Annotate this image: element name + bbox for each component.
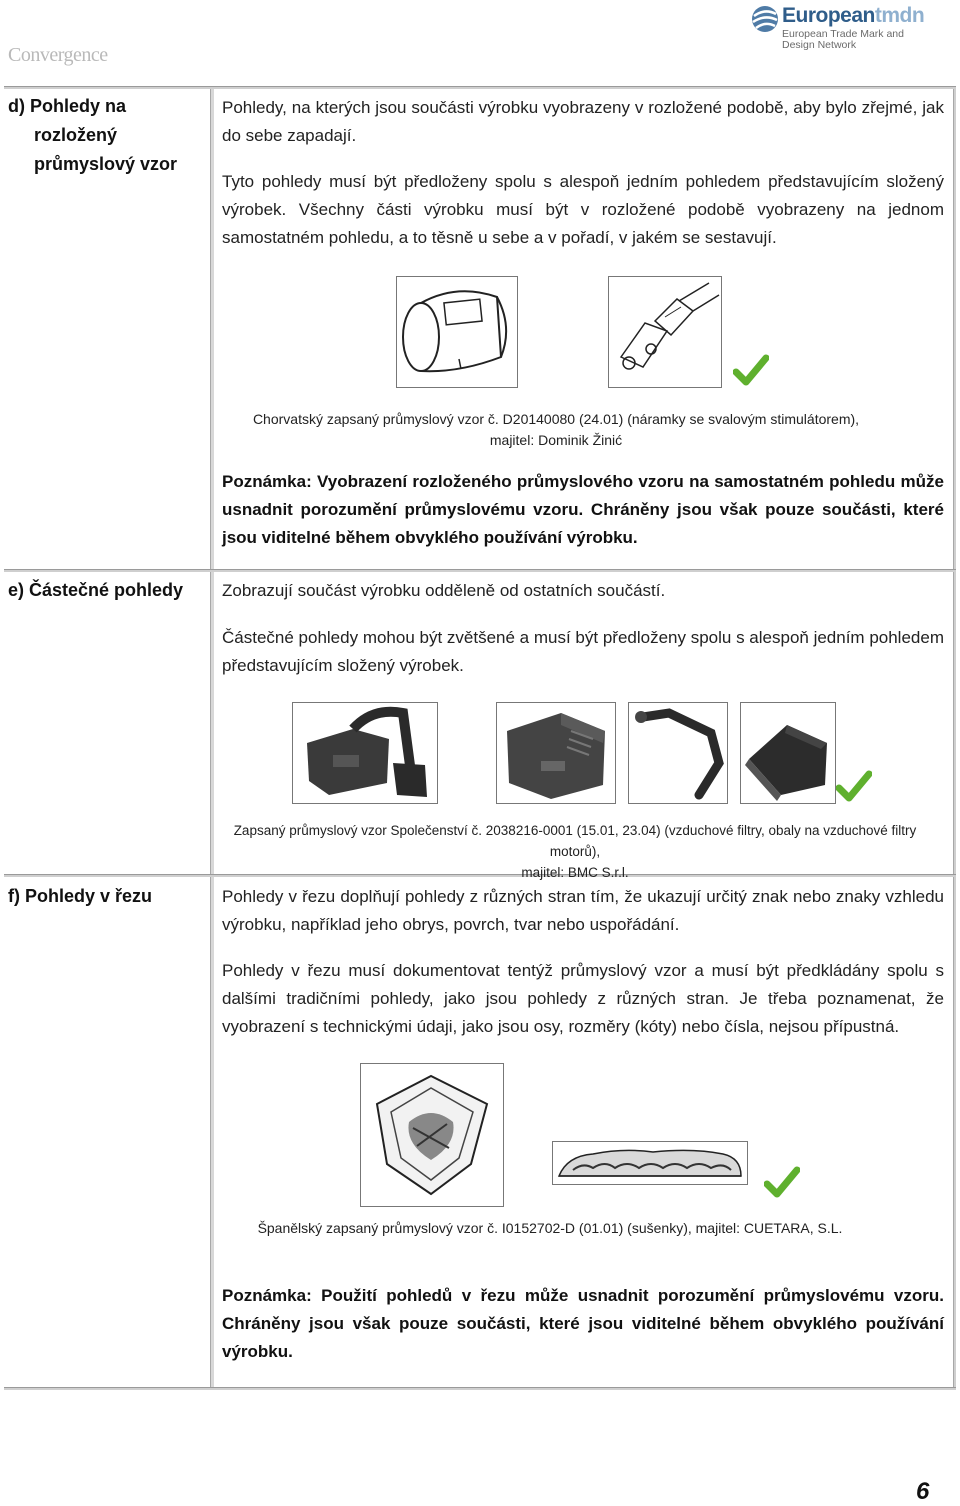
section-f-note: Poznámka: Použití pohledů v řezu může usnadnit porozumění průmyslovému vzoru. Chráněny jsou však pouze součásti, které jsou viditelné během obvyklého používání výrobku. — [222, 1286, 944, 1361]
air-filter-housing-photo — [740, 702, 836, 804]
biscuit-cross-section-drawing — [552, 1141, 748, 1185]
section-f-caption: Španělský zapsaný průmyslový vzor č. I0152702-D (01.01) (sušenky), majitel: CUETARA, S.L. — [257, 1220, 843, 1236]
check-mark-icon — [733, 354, 769, 388]
table-bottom-border — [4, 1387, 956, 1390]
logo-wordmark: Europeantmdn — [782, 4, 925, 27]
section-f-paragraph-1: Pohledy v řezu doplňují pohledy z různých stran tím, že ukazují určitý znak nebo znaky vzhledu výrobku, například jeho obrys, povrch, tvar nebo uspořádání. — [222, 887, 944, 934]
bracelet-assembled-drawing — [396, 276, 518, 388]
section-e-caption: Zapsaný průmyslový vzor Společenství č. 2038216-0001 (15.01, 23.04) (vzduchové filtry, obaly na vzduchové filtry motorů), majitel: BMC S.r.l. — [233, 823, 917, 880]
right-border-d — [953, 89, 956, 569]
air-filter-assembly-photo — [292, 702, 438, 804]
section-e-paragraph-2: Částečné pohledy mohou být zvětšené a musí být předloženy spolu s alespoň jedním pohledem představujícím složený výrobek. — [222, 628, 944, 675]
section-f-paragraph-2: Pohledy v řezu musí dokumentovat tentýž průmyslový vzor a musí být předkládány spolu s dalšími tradičními pohledy, jako jsou pohledy z různých stran. Je třeba poznamenat, že vyobrazení s technickými údaji, jako jsou osy, rozměry (kóty) nebo čísla, nejsou přípustná. — [222, 961, 944, 1036]
european-tmdn-logo — [748, 2, 954, 52]
logo-subtitle: European Trade Mark and Design Network — [782, 28, 904, 51]
section-e-label: e) Částečné pohledy — [8, 580, 184, 600]
section-d-caption: Chorvatský zapsaný průmyslový vzor č. D20140080 (24.01) (náramky se svalovým stimulátorem), majitel: Dominik Žinić — [252, 411, 860, 448]
header-brand: Convergence — [8, 44, 108, 66]
section-d-label: d) Pohledy na rozložený průmyslový vzor — [8, 96, 178, 174]
air-filter-cover-photo — [496, 702, 616, 804]
right-border-e — [953, 572, 956, 874]
section-f-label: f) Pohledy v řezu — [8, 886, 153, 906]
biscuit-top-view-drawing — [360, 1063, 504, 1207]
right-border-f — [953, 877, 956, 1387]
table-top-border — [4, 86, 956, 89]
page-number: 6 — [916, 1478, 930, 1505]
check-mark-icon — [836, 770, 872, 804]
globe-logo-icon — [750, 4, 780, 34]
section-d-note: Poznámka: Vyobrazení rozloženého průmyslového vzoru na samostatném pohledu může usnadnit porozumění průmyslovému vzoru. Chráněny jsou však pouze součásti, které jsou viditelné během obvyklého používání výrobku. — [222, 472, 944, 547]
column-divider-d — [210, 89, 214, 569]
section-d-paragraph-1: Pohledy, na kterých jsou součásti výrobku vyobrazeny v rozložené podobě, aby bylo zřejmé, jak do sebe zapadají. — [222, 98, 944, 145]
check-mark-icon — [764, 1166, 800, 1200]
section-d-paragraph-2: Tyto pohledy musí být předloženy spolu s alespoň jedním pohledem představujícím složený výrobek. Všechny části výrobku musí být v rozložené podobě vyobrazeny na jednom samostatném pohledu, a to těsně u sebe a v pořadí, v jakém se sestavují. — [222, 172, 944, 247]
bracelet-exploded-drawing — [608, 276, 722, 388]
section-e-paragraph-1: Zobrazují součást výrobku odděleně od ostatních součástí. — [222, 581, 666, 600]
air-intake-tube-photo — [628, 702, 728, 804]
row-divider-d-e — [4, 569, 956, 572]
column-divider-f — [210, 877, 214, 1387]
